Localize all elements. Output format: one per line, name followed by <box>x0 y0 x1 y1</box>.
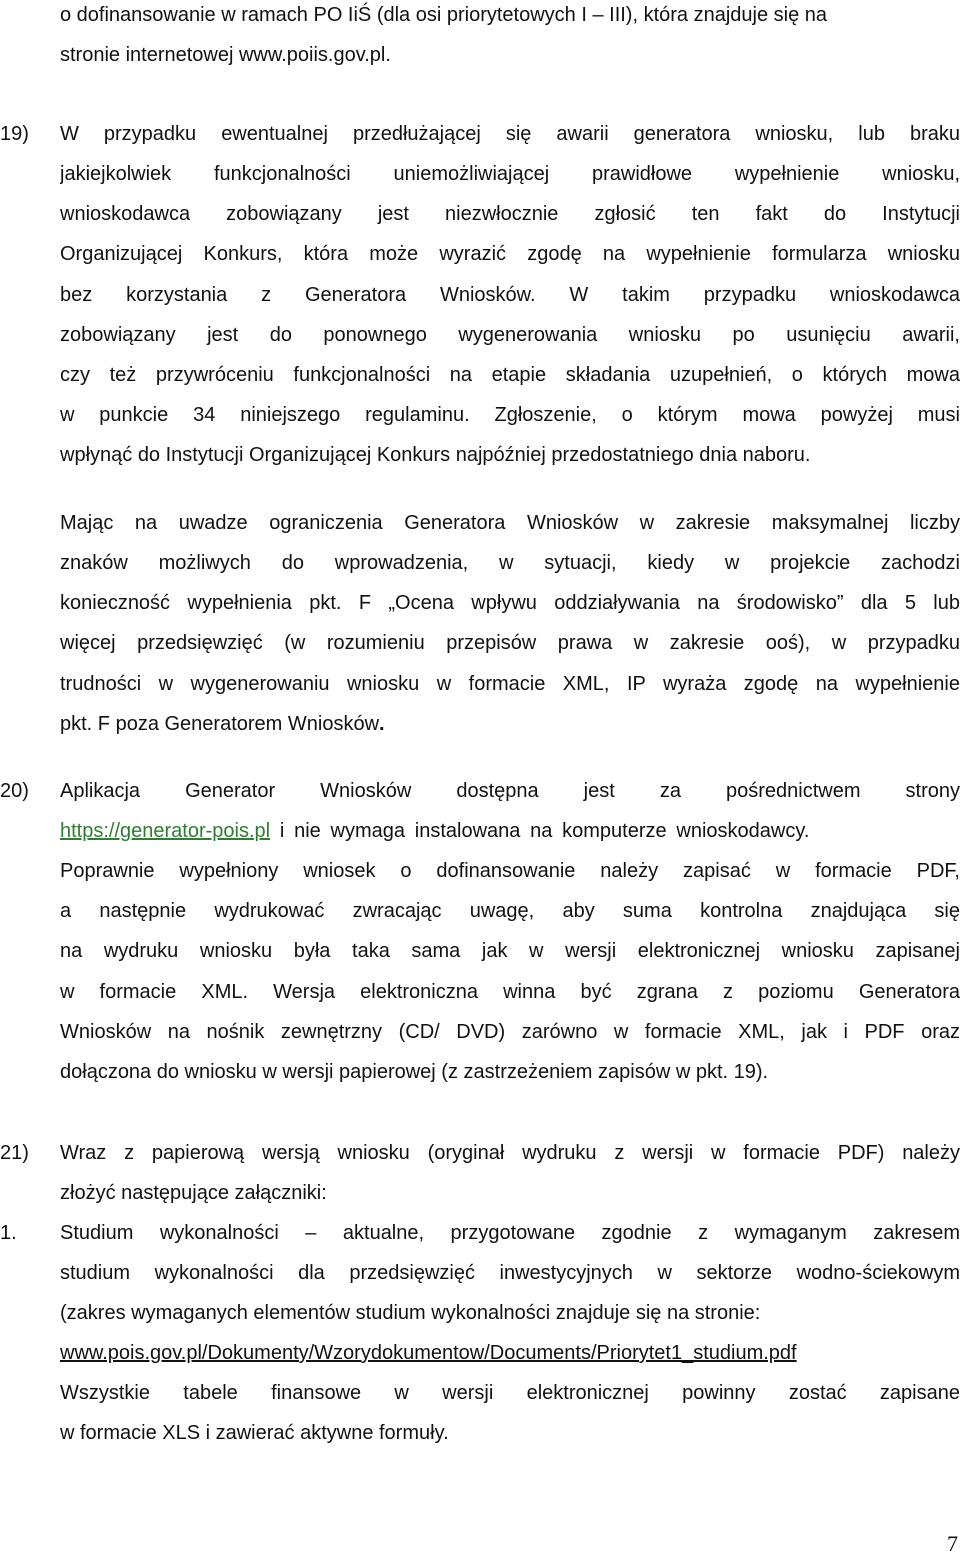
text-segment: pkt. F poza Generatorem Wniosków <box>60 713 380 735</box>
list-item-line: Studium wykonalności – aktualne, przygotowane zgodnie z wymaganym zakresem <box>60 1222 960 1244</box>
text-segment: . <box>379 713 385 735</box>
list-item-line: w formacie XLS i zawierać aktywne formuły. <box>60 1422 449 1444</box>
paragraph-line: konieczność wypełnienia pkt. F „Ocena wpływu oddziaływania na środowisko” dla 5 lub <box>60 592 960 614</box>
paragraph-line: Mając na uwadze ograniczenia Generatora Wniosków w zakresie maksymalnej liczby <box>60 512 960 534</box>
paragraph-line: Poprawnie wypełniony wniosek o dofinansowanie należy zapisać w formacie PDF, <box>60 860 960 882</box>
paragraph-line: dołączona do wniosku w wersji papierowej (z zastrzeżeniem zapisów w pkt. 19). <box>60 1061 769 1083</box>
paragraph-line: na wydruku wniosku była taka sama jak w wersji elektronicznej wniosku zapisanej <box>60 940 960 962</box>
paragraph-line: w formacie XML. Wersja elektroniczna winna być zgrana z poziomu Generatora <box>60 981 960 1003</box>
paragraph-line: Aplikacja Generator Wniosków dostępna jest za pośrednictwem strony <box>60 780 960 802</box>
paragraph-line: bez korzystania z Generatora Wniosków. W takim przypadku wnioskodawca <box>60 284 960 306</box>
text-segment: . <box>385 44 391 66</box>
page-number: 7 <box>947 1531 958 1556</box>
text-line: o dofinansowanie w ramach PO IiŚ (dla osi priorytetowych I – III), która znajduje się na <box>60 4 828 26</box>
paragraph-line: trudności w wygenerowaniu wniosku w formacie XML, IP wyraża zgodę na wypełnienie <box>60 673 960 695</box>
paragraph-line: czy też przywróceniu funkcjonalności na etapie składania uzupełnień, o których mowa <box>60 364 960 386</box>
text-line <box>60 42 960 68</box>
paragraph-line <box>60 711 960 737</box>
list-item-line: Wszystkie tabele finansowe w wersji elektronicznej powinny zostać zapisane <box>60 1382 960 1404</box>
paragraph-line: W przypadku ewentualnej przedłużającej się awarii generatora wniosku, lub braku <box>60 123 960 145</box>
paragraph-number: 19) <box>0 123 29 145</box>
list-item-line <box>60 1340 960 1366</box>
paragraph-line <box>60 818 960 844</box>
generator-link[interactable]: https://generator-pois.pl <box>60 820 271 842</box>
paragraph-line: jakiejkolwiek funkcjonalności uniemożliwiającej prawidłowe wypełnienie wniosku, <box>60 163 960 185</box>
list-item-line: (zakres wymaganych elementów studium wykonalności znajduje się na stronie: <box>60 1302 761 1324</box>
paragraph-line: Wniosków na nośnik zewnętrzny (CD/ DVD) zarówno w formacie XML, jak i PDF oraz <box>60 1021 960 1043</box>
paragraph-number: 21) <box>0 1142 29 1164</box>
paragraph-line: w punkcie 34 niniejszego regulaminu. Zgłoszenie, o którym mowa powyżej musi <box>60 404 960 426</box>
paragraph-line: Wraz z papierową wersją wniosku (oryginał wydruku z wersji w formacie PDF) należy <box>60 1142 960 1164</box>
paragraph-line: Organizującej Konkurs, która może wyrazić zgodę na wypełnienie formularza wniosku <box>60 243 960 265</box>
studium-link[interactable]: www.pois.gov.pl/Dokumenty/Wzorydokumentow/Documents/Priorytet1_studium.pdf <box>60 1342 797 1364</box>
poiis-link[interactable]: www.poiis.gov.pl <box>238 44 386 66</box>
list-number: 1. <box>0 1222 17 1244</box>
paragraph-line: złożyć następujące załączniki: <box>60 1182 327 1204</box>
text-segment: stronie internetowej <box>60 44 239 66</box>
list-item-line: studium wykonalności dla przedsięwzięć inwestycyjnych w sektorze wodno-ściekowym <box>60 1262 960 1284</box>
paragraph-line: znaków możliwych do wprowadzenia, w sytuacji, kiedy w projekcie zachodzi <box>60 552 960 574</box>
paragraph-number: 20) <box>0 780 29 802</box>
text-segment: i nie wymaga instalowana na komputerze wnioskodawcy. <box>270 820 810 842</box>
paragraph-line: więcej przedsięwzięć (w rozumieniu przepisów prawa w zakresie ooś), w przypadku <box>60 632 960 654</box>
paragraph-line: wnioskodawca zobowiązany jest niezwłocznie zgłosić ten fakt do Instytucji <box>60 203 960 225</box>
paragraph-line: wpłynąć do Instytucji Organizującej Konkurs najpóźniej przedostatniego dnia naboru. <box>60 444 811 466</box>
paragraph-line: a następnie wydrukować zwracając uwagę, aby suma kontrolna znajdująca się <box>60 900 960 922</box>
paragraph-line: zobowiązany jest do ponownego wygenerowania wniosku po usunięciu awarii, <box>60 324 960 346</box>
